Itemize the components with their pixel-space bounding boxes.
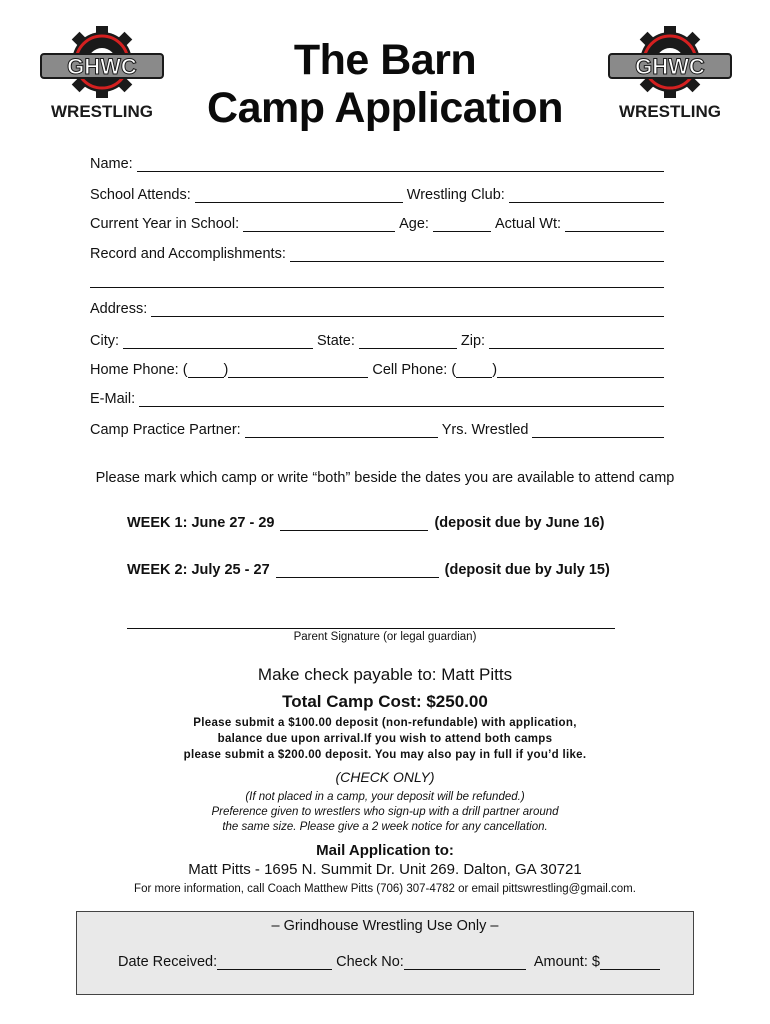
deposit-line-1: Please submit a $100.00 deposit (non-refundable) with application, — [193, 717, 577, 729]
ghwc-logo-left — [37, 24, 167, 124]
week2-deposit: (deposit due by July 15) — [444, 562, 610, 578]
address-field[interactable] — [151, 301, 664, 317]
year-label: Current Year in School: — [90, 216, 240, 232]
note-line-2: Preference given to wrestlers who sign-up with a drill partner around — [211, 806, 559, 818]
phone-row — [90, 358, 664, 378]
club-label: Wrestling Club: — [406, 187, 505, 203]
logo-text: GHWC — [67, 54, 137, 79]
cell-phone-close: ) — [492, 362, 498, 378]
school-field[interactable] — [195, 187, 403, 203]
partner-label: Camp Practice Partner: — [90, 422, 241, 438]
home-phone-close: ) — [223, 362, 229, 378]
week2-row — [127, 558, 610, 578]
email-field[interactable] — [139, 391, 664, 407]
yrs-field[interactable] — [532, 422, 664, 438]
school-label: School Attends: — [90, 187, 191, 203]
record-row-2 — [90, 268, 664, 288]
note-line-1: (If not placed in a camp, your deposit will be refunded.) — [245, 791, 525, 803]
state-label: State: — [317, 333, 355, 349]
club-field[interactable] — [509, 187, 664, 203]
name-field[interactable] — [137, 156, 664, 172]
yrs-label: Yrs. Wrestled — [441, 422, 529, 438]
title-line-2: Camp Application — [207, 84, 563, 132]
record-row — [90, 242, 664, 262]
record-label: Record and Accomplishments: — [90, 246, 286, 262]
date-received-label: Date Received: — [118, 954, 218, 970]
age-field[interactable] — [433, 216, 491, 232]
deposit-line-2: balance due upon arrival.If you wish to attend both camps — [217, 733, 553, 745]
mail-address: Matt Pitts - 1695 N. Summit Dr. Unit 269. Dalton, GA 30721 — [188, 861, 582, 878]
name-label: Name: — [90, 156, 133, 172]
week1-field[interactable] — [280, 515, 428, 531]
logo-subtext: WRESTLING — [51, 102, 153, 121]
year-row — [90, 212, 664, 232]
deposit-line-3: please submit a $200.00 deposit. You may also pay in full if you’d like. — [183, 749, 587, 761]
logo-subtext: WRESTLING — [619, 102, 721, 121]
school-row — [90, 183, 664, 203]
contact-info: For more information, call Coach Matthew Pitts (706) 307-4782 or email pittswrestling@gmail.com. — [134, 883, 636, 895]
office-use-header: – Grindhouse Wrestling Use Only – — [271, 918, 499, 934]
year-field[interactable] — [243, 216, 395, 232]
payable-text: Make check payable to: Matt Pitts — [257, 665, 513, 684]
ghwc-logo-right — [605, 24, 735, 124]
office-use-box — [76, 911, 694, 995]
address-label: Address: — [90, 301, 148, 317]
page-title — [185, 36, 585, 132]
check-no-field[interactable] — [404, 954, 526, 970]
address-row — [90, 297, 664, 317]
state-field[interactable] — [359, 333, 457, 349]
record-field-2[interactable] — [90, 272, 664, 288]
zip-label: Zip: — [460, 333, 486, 349]
week1-label: WEEK 1: June 27 - 29 — [127, 515, 275, 531]
cell-phone-label: Cell Phone: ( — [372, 362, 457, 378]
partner-row — [90, 418, 664, 438]
amount-label: Amount: $ — [533, 954, 600, 970]
age-label: Age: — [399, 216, 429, 232]
amount-field[interactable] — [600, 954, 660, 970]
camp-instruction: Please mark which camp or write “both” beside the dates you are available to attend camp — [95, 470, 675, 486]
city-row — [90, 329, 664, 349]
logo-text: GHWC — [635, 54, 705, 79]
weight-label: Actual Wt: — [494, 216, 562, 232]
weight-field[interactable] — [565, 216, 664, 232]
office-use-row — [118, 950, 664, 970]
title-line-1: The Barn — [293, 36, 477, 84]
week2-label: WEEK 2: July 25 - 27 — [127, 562, 270, 578]
week2-field[interactable] — [276, 562, 439, 578]
signature-line[interactable] — [127, 628, 615, 629]
home-phone-field[interactable] — [228, 362, 368, 378]
check-only: (CHECK ONLY) — [335, 769, 435, 785]
date-received-field[interactable] — [217, 954, 332, 970]
cell-phone-field[interactable] — [497, 362, 664, 378]
email-row — [90, 387, 664, 407]
week1-row — [127, 511, 604, 531]
partner-field[interactable] — [245, 422, 438, 438]
city-label: City: — [90, 333, 119, 349]
total-cost: Total Camp Cost: $250.00 — [282, 692, 488, 711]
signature-caption: Parent Signature (or legal guardian) — [293, 631, 477, 643]
week1-deposit: (deposit due by June 16) — [434, 515, 605, 531]
note-line-3: the same size. Please give a 2 week notice for any cancellation. — [222, 821, 548, 833]
home-phone-label: Home Phone: ( — [90, 362, 188, 378]
name-row — [90, 152, 664, 172]
home-phone-area[interactable] — [188, 362, 224, 378]
zip-field[interactable] — [489, 333, 664, 349]
cell-phone-area[interactable] — [456, 362, 492, 378]
mail-heading: Mail Application to: — [316, 842, 454, 859]
check-no-label: Check No: — [336, 954, 404, 970]
email-label: E-Mail: — [90, 391, 136, 407]
city-field[interactable] — [123, 333, 313, 349]
record-field[interactable] — [290, 246, 664, 262]
